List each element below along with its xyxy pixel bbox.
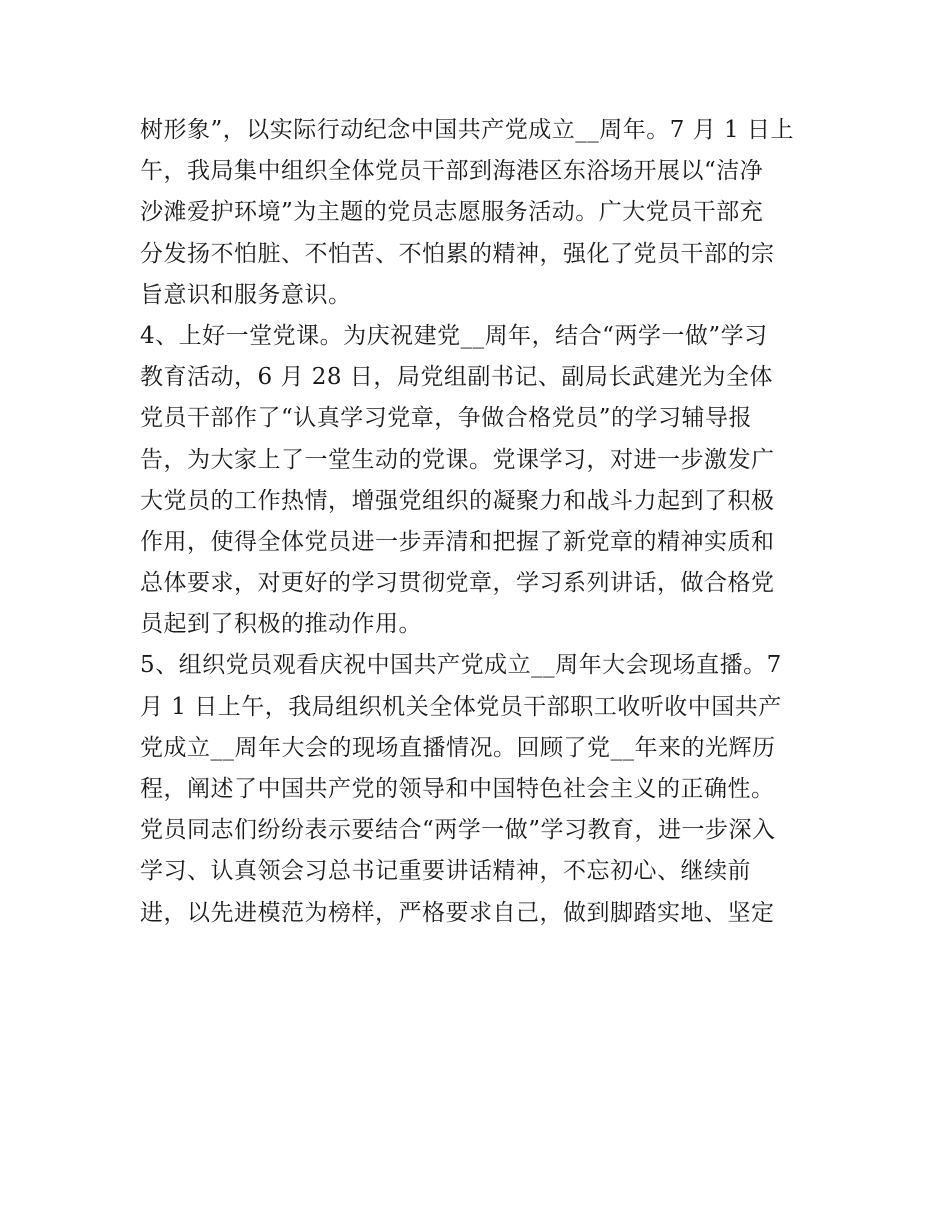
text-line: 党员干部作了“认真学习党章，争做合格党员”的学习辅导报 [140,405,753,432]
text-line: 党成立__周年大会的现场直播情况。回顾了党__年来的光辉历 [140,734,776,761]
text-line: 告，为大家上了一堂生动的党课。党课学习，对进一步激发广 [140,446,775,473]
text-line: 教育活动，6 月 28 日，局党组副书记、副局长武建光为全体 [140,364,773,391]
document-body [140,110,820,934]
text-line: 4、上好一堂党课。为庆祝建党__周年，结合“两学一做”学习 [140,322,768,349]
text-line: 沙滩爱护环境”为主题的党员志愿服务活动。广大党员干部充 [140,199,764,226]
text-line: 作用，使得全体党员进一步弄清和把握了新党章的精神实质和 [140,528,775,555]
text-line: 5、组织党员观看庆祝中国共产党成立__周年大会现场直播。7 [140,652,782,679]
text-line: 大党员的工作热情，增强党组织的凝聚力和战斗力起到了积极 [140,487,775,514]
text-line: 分发扬不怕脏、不怕苦、不怕累的精神，强化了党员干部的宗 [140,240,775,267]
text-line: 党员同志们纷纷表示要结合“两学一做”学习教育，进一步深入 [140,817,776,844]
text-line: 午，我局集中组织全体党员干部到海港区东浴场开展以“洁净 [140,158,764,185]
text-line: 进，以先进模范为榜样，严格要求自己，做到脚踏实地、坚定 [140,899,775,926]
text-line: 总体要求，对更好的学习贯彻党章，学习系列讲话，做合格党 [140,570,775,597]
text-line: 旨意识和服务意识。 [140,281,352,308]
text-line: 月 1 日上午，我局组织机关全体党员干部职工收听收中国共产 [140,693,782,720]
text-line: 树形象”，以实际行动纪念中国共产党成立__周年。7 月 1 日上 [140,117,794,143]
text-line: 程，阐述了中国共产党的领导和中国特色社会主义的正确性。 [140,776,775,802]
text-line: 学习、认真领会习总书记重要讲话精神，不忘初心、继续前 [140,858,751,885]
text-line: 员起到了积极的推动作用。 [140,611,422,638]
